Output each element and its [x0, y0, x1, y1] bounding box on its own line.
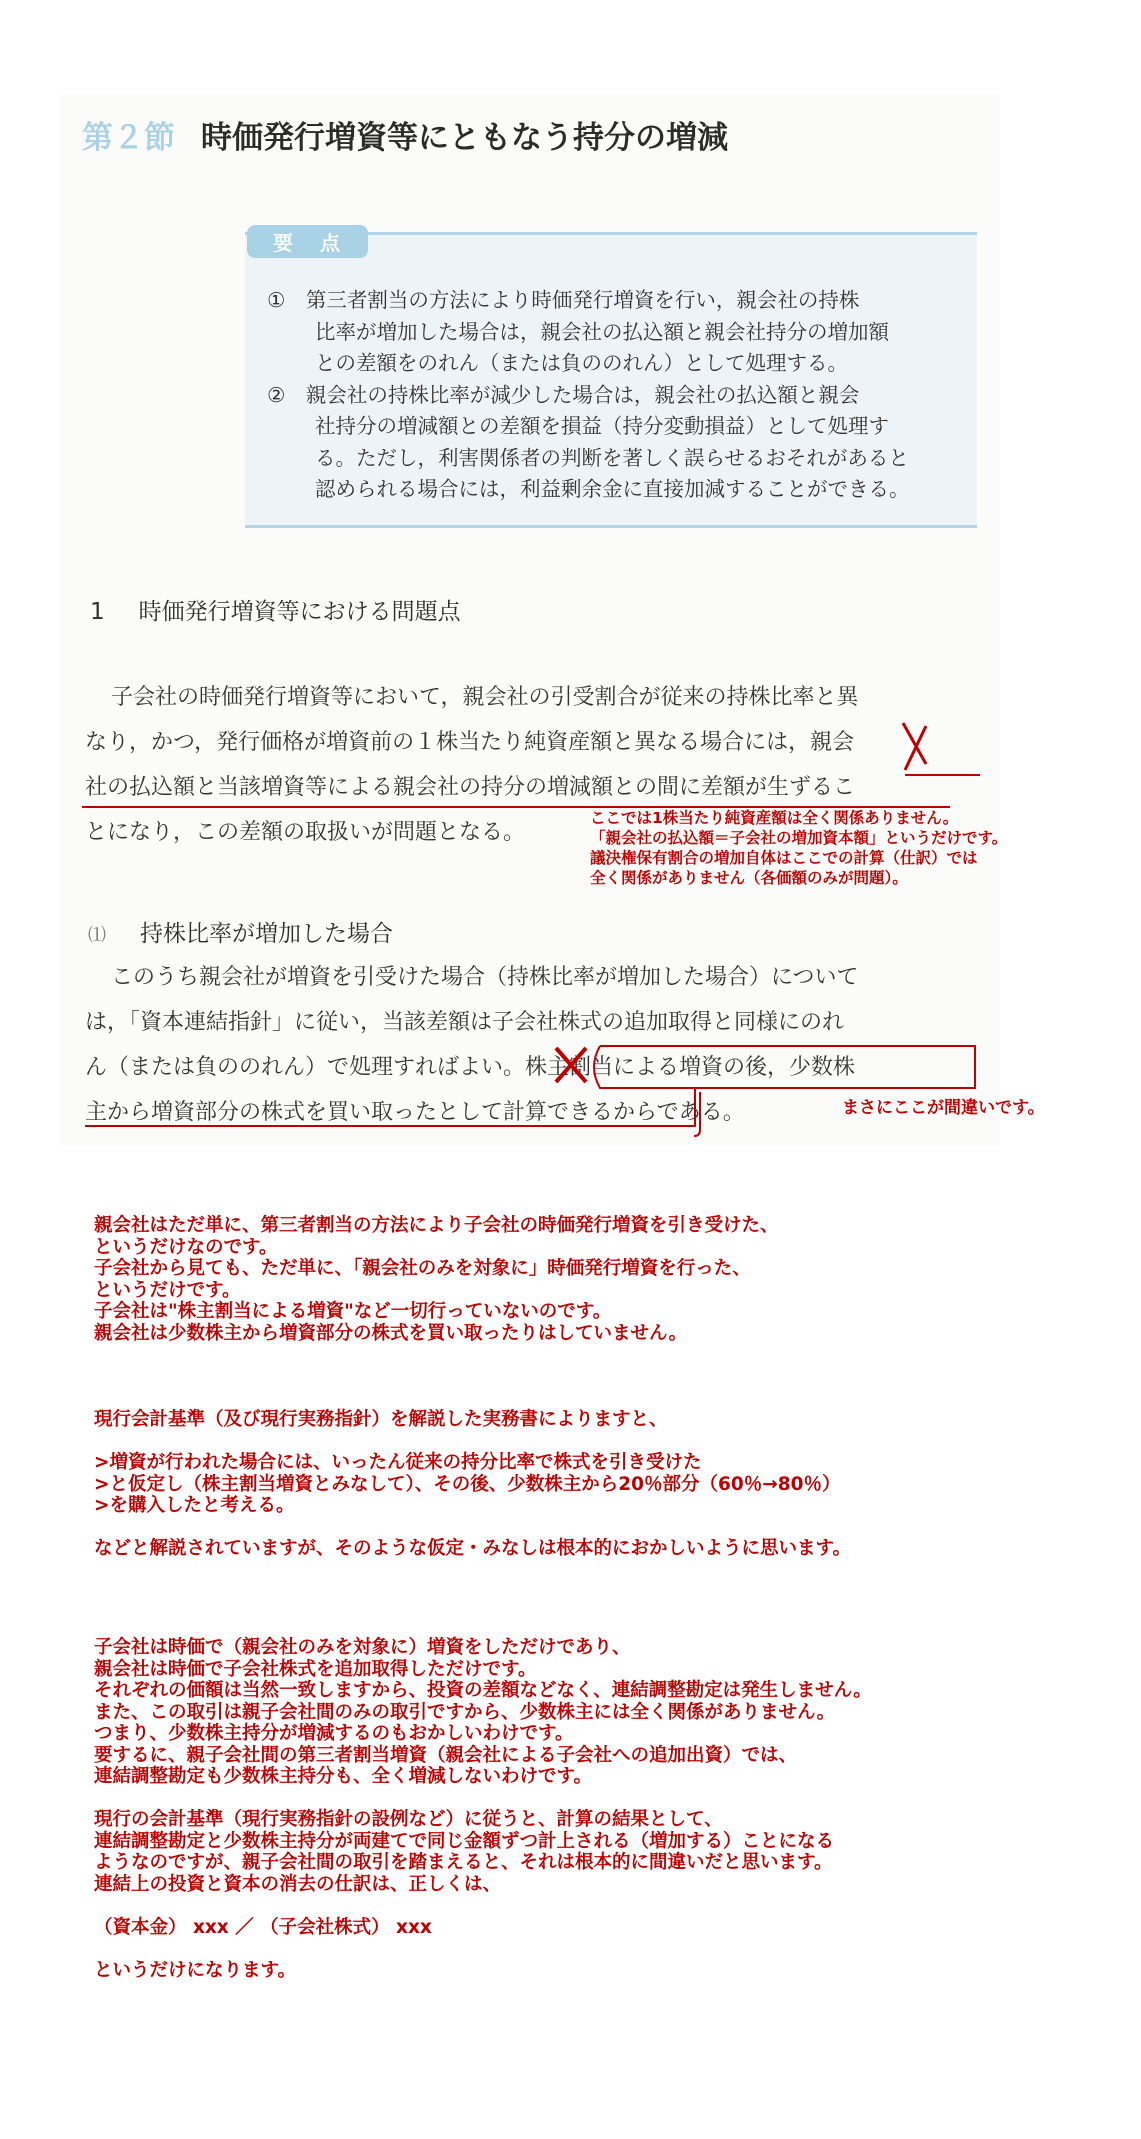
- x-mark: [556, 1048, 586, 1082]
- strike-mark: [903, 723, 926, 764]
- heading-number: ⑴: [88, 925, 106, 946]
- comment-line: また、この取引は親子会社間のみの取引ですから、少数株主には全く関係がありません。: [94, 1701, 836, 1723]
- commentary-block-2: [94, 1409, 1094, 1560]
- paragraph-line: は，「資本連結指針」に従い，当該差額は子会社株式の追加取得と同様にのれ: [85, 1010, 845, 1035]
- comment-line: 連結上の投資と資本の消去の仕訳は、正しくは、: [94, 1873, 502, 1895]
- commentary-block-1: [94, 1215, 1094, 1344]
- comment-line: >増資が行われた場合には、いったん従来の持分比率で株式を引き受けた: [94, 1452, 702, 1473]
- comment-line: [94, 1895, 1094, 1917]
- comment-line: [94, 1431, 1094, 1453]
- paragraph-line: 子会社の時価発行増資等において，親会社の引受割合が従来の持株比率と異: [111, 685, 859, 710]
- annotation-line: 「親会社の払込額＝子会社の増加資本額」というだけです。: [590, 829, 1008, 847]
- annotation-line: ここでは1株当たり純資産額は全く関係ありません。: [590, 809, 959, 827]
- key-point-line: 認められる場合には，利益剰余金に直接加減することができる。: [315, 477, 910, 501]
- comment-line: [94, 1517, 1094, 1539]
- comment-line: 親会社は時価で子会社株式を追加取得しただけです。: [94, 1658, 537, 1680]
- comment-line: 子会社から見ても、ただ単に、「親会社のみを対象に」時価発行増資を行った、: [94, 1258, 751, 1279]
- key-point-line: 比率が増加した場合は，親会社の払込額と親会社持分の増加額: [315, 319, 889, 344]
- annotation-mistake: まさにここが間違いです。: [842, 1098, 1045, 1118]
- key-points-label: 要 点: [247, 225, 368, 258]
- section-number: 第２節: [82, 120, 175, 156]
- comment-line: 現行の会計基準（現行実務指針の設例など）に従うと、計算の結果として、: [94, 1809, 723, 1830]
- heading-number: 1: [90, 599, 105, 625]
- comment-line: >を購入したと考える。: [94, 1495, 295, 1516]
- comment-line: 要するに、親子会社間の第三者割当増資（親会社による子会社への追加出資）では、: [94, 1744, 798, 1766]
- comment-line: 子会社は"株主割当による増資"など一切行っていないのです。: [94, 1301, 612, 1322]
- highlight-box: [85, 1046, 975, 1126]
- heading-title: 持株比率が増加した場合: [140, 921, 393, 947]
- key-point-line: 社持分の増減額との差額を損益（持分変動損益）として処理す: [315, 414, 889, 438]
- comment-line: ようなのですが、親子会社間の取引を踏まえると、それは根本的に間違いだと思います。: [94, 1852, 833, 1873]
- heading-title: 時価発行増資等における問題点: [138, 599, 461, 625]
- journal-entry: （資本金） xxx ／ （子会社株式） xxx: [94, 1916, 432, 1938]
- comment-line: 子会社は時価で（親会社のみを対象に）増資をしただけであり、: [94, 1637, 631, 1658]
- paragraph-line: 社の払込額と当該増資等による親会社の持分の増減額との間に差額が生ずるこ: [85, 775, 856, 800]
- comment-line: 親会社はただ単に、第三者割当の方法により子会社の時価発行増資を引き受けた、: [94, 1215, 779, 1236]
- comment-line: などと解説されていますが、そのような仮定・みなしは根本的におかしいように思います。: [94, 1538, 852, 1559]
- comment-line: というだけなのです。: [94, 1236, 278, 1258]
- comment-line: それぞれの価額は当然一致しますから、投資の差額などなく、連結調整勘定は発生しません。: [94, 1680, 872, 1701]
- comment-line: [94, 1788, 1094, 1810]
- paragraph-line: なり，かつ，発行価格が増資前の１株当たり純資産額と異なる場合には，親会: [85, 730, 855, 755]
- comment-line: というだけになります。: [94, 1959, 297, 1981]
- comment-line: 連結調整勘定も少数株主持分も、全く増減しないわけです。: [94, 1766, 593, 1787]
- highlight-box: [594, 1046, 700, 1088]
- comment-line: というだけです。: [94, 1279, 241, 1301]
- commentary-block-3: [94, 1637, 1094, 1981]
- key-point-line: ② 親会社の持株比率が減少した場合は，親会社の払込額と親会: [267, 382, 860, 407]
- comment-line: 連結調整勘定と少数株主持分が両建てで同じ金額ずつ計上される（増加する）ことになる: [94, 1830, 835, 1852]
- key-point-line: との差額をのれん（または負ののれん）として処理する。: [315, 351, 848, 375]
- paragraph-line: ん（または負ののれん）で処理すればよい。株主割当による増資の後，少数株: [85, 1055, 856, 1080]
- comment-line: 親会社は少数株主から増資部分の株式を買い取ったりはしていません。: [94, 1322, 688, 1344]
- comment-line: つまり、少数株主持分が増減するのもおかしいわけです。: [94, 1723, 574, 1744]
- annotation-line: 全く関係がありません（各価額のみが問題）。: [590, 869, 908, 887]
- annotation-line: 議決権保有割合の増加自体はここでの計算（仕訳）では: [590, 849, 978, 867]
- comment-line: >と仮定し（株主割当増資とみなして）、その後、少数株主から20％部分（60％→80％）: [94, 1473, 841, 1495]
- comment-line: 現行会計基準（及び現行実務指針）を解説した実務書によりますと、: [94, 1409, 668, 1430]
- paragraph-line: とになり，この差額の取扱いが問題となる。: [85, 820, 526, 845]
- key-point-line: る。ただし，利害関係者の判断を著しく誤らせるおそれがあると: [315, 445, 909, 470]
- paragraph-line: このうち親会社が増資を引受けた場合（持株比率が増加した場合）について: [111, 965, 859, 990]
- paragraph-line: 主から増資部分の株式を買い取ったとして計算できるからである。: [85, 1100, 745, 1125]
- section-heading: 時価発行増資等にともなう持分の増減: [201, 120, 728, 156]
- comment-line: [94, 1938, 1094, 1960]
- key-point-line: ① 第三者割当の方法により時価発行増資を行い，親会社の持株: [267, 288, 860, 312]
